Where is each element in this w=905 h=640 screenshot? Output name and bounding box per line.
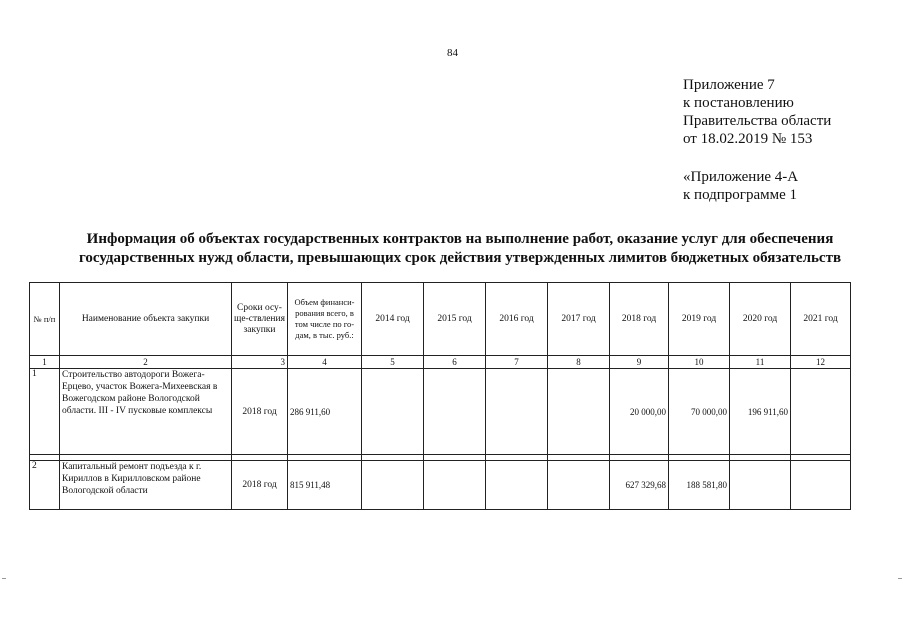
appendix-line: к постановлению xyxy=(683,95,794,111)
year-2020-value xyxy=(730,461,791,510)
object-name: Капитальный ремонт подъезда к г. Кириллов в Кирилловском районе Вологодской области xyxy=(60,461,232,510)
row-number: 2 xyxy=(30,461,60,510)
header-cell: 2021 год xyxy=(791,283,851,356)
appendix-line: «Приложение 4-А xyxy=(683,169,799,185)
header-cell: Сроки осу-ще-ствления закупки xyxy=(232,283,288,356)
year-2014-value xyxy=(362,461,424,510)
appendix-line: Правительства области xyxy=(683,113,832,129)
header-cell: 2017 год xyxy=(548,283,610,356)
year-2016-value xyxy=(486,369,548,455)
table-row xyxy=(30,369,851,455)
table-header-row xyxy=(30,283,851,356)
year-2021-value xyxy=(791,369,851,455)
column-number: 5 xyxy=(362,356,424,369)
column-number: 6 xyxy=(424,356,486,369)
total-funding: 815 911,48 xyxy=(288,461,362,510)
year-2019-value: 70 000,00 xyxy=(669,369,730,455)
year-2017-value xyxy=(548,369,610,455)
appendix-line: Приложение 7 xyxy=(683,77,775,93)
title-line-2: государственных нужд области, превышающих срок действия утвержденных лимитов бюджетных обязательств xyxy=(78,250,842,266)
year-2014-value xyxy=(362,369,424,455)
column-number: 4 xyxy=(288,356,362,369)
page-number: 84 xyxy=(447,47,458,59)
document-title xyxy=(20,230,900,268)
procurement-period: 2018 год xyxy=(232,369,288,455)
year-2018-value: 627 329,68 xyxy=(610,461,669,510)
row-number: 1 xyxy=(30,369,60,455)
procurement-table xyxy=(29,282,851,510)
year-2016-value xyxy=(486,461,548,510)
column-number: 9 xyxy=(610,356,669,369)
header-cell: 2014 год xyxy=(362,283,424,356)
appendix-block xyxy=(683,76,831,204)
procurement-period: 2018 год xyxy=(232,461,288,510)
column-number: 8 xyxy=(548,356,610,369)
header-cell: 2015 год xyxy=(424,283,486,356)
year-2015-value xyxy=(424,369,486,455)
appendix-line: от 18.02.2019 № 153 xyxy=(683,131,813,147)
appendix-gap xyxy=(683,148,831,168)
scan-edge-mark xyxy=(898,578,902,579)
year-2018-value: 20 000,00 xyxy=(610,369,669,455)
header-cell: Наименование объекта закупки xyxy=(60,283,232,356)
year-2020-value: 196 911,60 xyxy=(730,369,791,455)
appendix-line: к подпрограмме 1 xyxy=(683,187,797,203)
year-2019-value: 188 581,80 xyxy=(669,461,730,510)
header-cell: 2020 год xyxy=(730,283,791,356)
column-number: 7 xyxy=(486,356,548,369)
column-number: 3 xyxy=(232,356,288,369)
column-number: 10 xyxy=(669,356,730,369)
scan-edge-mark xyxy=(2,578,6,579)
header-cell: Объем финанси-рования всего, в том числе по го-дам, в тыс. руб.: xyxy=(288,283,362,356)
header-cell: 2019 год xyxy=(669,283,730,356)
column-number-row xyxy=(30,356,851,369)
column-number: 12 xyxy=(791,356,851,369)
total-funding: 286 911,60 xyxy=(288,369,362,455)
year-2015-value xyxy=(424,461,486,510)
column-number: 2 xyxy=(60,356,232,369)
header-cell: 2018 год xyxy=(610,283,669,356)
header-cell: 2016 год xyxy=(486,283,548,356)
table-row xyxy=(30,461,851,510)
object-name: Строительство автодороги Вожега-Ерцево, участок Вожега-Михеевская в Вожегодском районе Вологодской области. III - IV пусковые комплексы xyxy=(60,369,232,455)
header-cell: № п/п xyxy=(30,283,60,356)
year-2021-value xyxy=(791,461,851,510)
column-number: 1 xyxy=(30,356,60,369)
column-number: 11 xyxy=(730,356,791,369)
title-line-1: Информация об объектах государственных контрактов на выполнение работ, оказание услуг для обеспечения xyxy=(86,231,834,247)
year-2017-value xyxy=(548,461,610,510)
